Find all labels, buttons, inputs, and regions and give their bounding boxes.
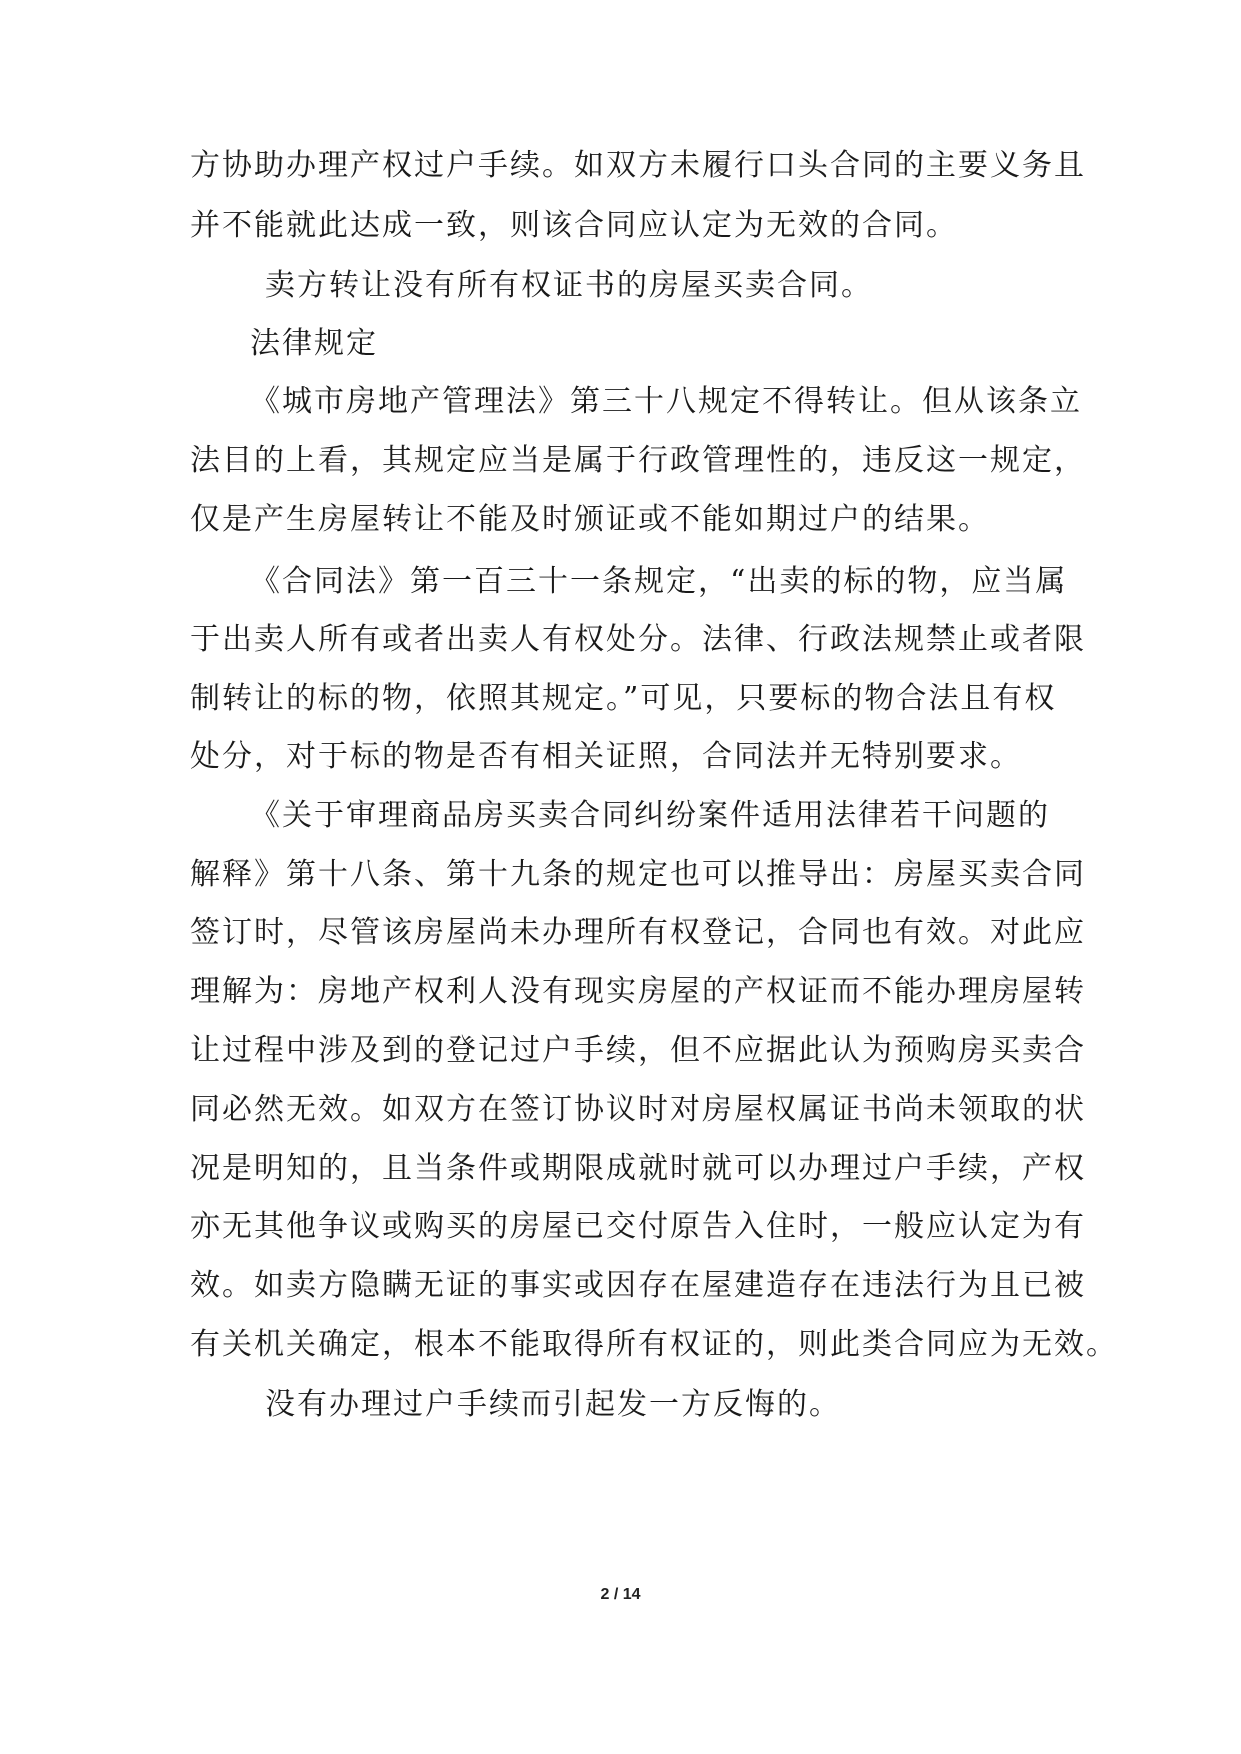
text-line: 《关于审理商品房买卖合同纠纷案件适用法律若干问题的 — [250, 798, 1050, 833]
text-line: 有关机关确定，根本不能取得所有权证的，则此类合同应为无效。 — [190, 1327, 1118, 1362]
text-line: 制转让的标的物，依照其规定。”可见，只要标的物合法且有权 — [190, 681, 1057, 716]
text-line: 法目的上看，其规定应当是属于行政管理性的，违反这一规定， — [190, 443, 1086, 478]
text-line: 于出卖人所有或者出卖人有权处分。法律、行政法规禁止或者限 — [190, 622, 1086, 657]
text-line: 《城市房地产管理法》第三十八规定不得转让。但从该条立 — [250, 384, 1082, 419]
text-line: 亦无其他争议或购买的房屋已交付原告入住时，一般应认定为有 — [190, 1209, 1086, 1244]
text-line: 签订时，尽管该房屋尚未办理所有权登记，合同也有效。对此应 — [190, 915, 1086, 950]
text-line: 同必然无效。如双方在签订协议时对房屋权属证书尚未领取的状 — [190, 1092, 1086, 1127]
page-number: 2 / 14 — [600, 1586, 641, 1603]
text-line: 让过程中涉及到的登记过户手续，但不应据此认为预购房买卖合 — [190, 1033, 1086, 1068]
text-line: 处分，对于标的物是否有相关证照，合同法并无特别要求。 — [190, 739, 1022, 774]
text-line: 理解为：房地产权利人没有现实房屋的产权证而不能办理房屋转 — [190, 974, 1086, 1009]
text-line: 并不能就此达成一致，则该合同应认定为无效的合同。 — [190, 208, 958, 243]
text-line: 没有办理过户手续而引起发一方反悔的。 — [265, 1387, 841, 1422]
text-line: 况是明知的，且当条件或期限成就时就可以办理过户手续，产权 — [190, 1151, 1086, 1186]
text-line: 解释》第十八条、第十九条的规定也可以推导出：房屋买卖合同 — [190, 857, 1086, 892]
text-line: 方协助办理产权过户手续。如双方未履行口头合同的主要义务且 — [190, 148, 1086, 183]
text-line: 《合同法》第一百三十一条规定，“出卖的标的物，应当属 — [250, 564, 1068, 599]
text-line: 仅是产生房屋转让不能及时颁证或不能如期过户的结果。 — [190, 502, 990, 537]
text-line: 效。如卖方隐瞒无证的事实或因存在屋建造存在违法行为且已被 — [190, 1268, 1086, 1303]
section-heading: 法律规定 — [250, 326, 378, 361]
text-line: 卖方转让没有所有权证书的房屋买卖合同。 — [265, 268, 873, 303]
